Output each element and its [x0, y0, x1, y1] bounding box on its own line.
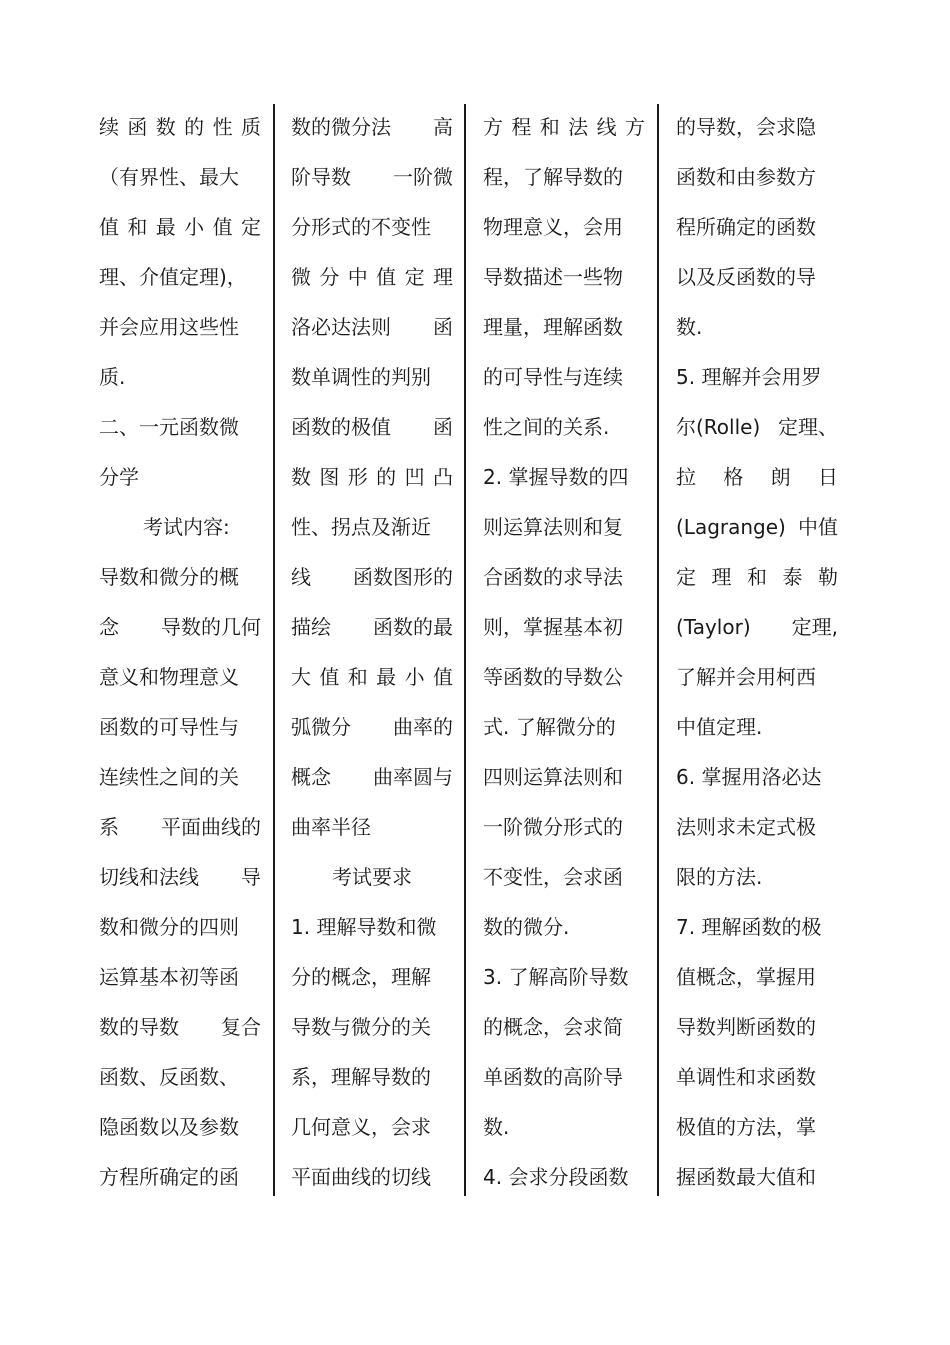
text-token: 值概念，掌握用	[676, 965, 816, 989]
text-token: 洛必达法则	[291, 315, 391, 339]
text-line	[483, 502, 645, 552]
text-line	[483, 952, 645, 1002]
text-token: (Lagrange)	[676, 515, 786, 539]
text-token: 勒	[818, 565, 838, 589]
text-line	[291, 652, 453, 702]
text-token: 的导数，会求隐	[676, 115, 816, 139]
text-line	[676, 902, 838, 952]
text-token: 握函数最大值和	[676, 1165, 816, 1189]
text-token: 理	[432, 265, 453, 289]
text-token: 值	[212, 215, 233, 239]
text-token: 导	[241, 865, 261, 889]
text-token: 7. 理解函数的极	[676, 915, 822, 939]
text-token: 并会应用这些性	[99, 315, 239, 339]
text-line	[483, 702, 645, 752]
text-token: (Taylor)	[676, 615, 751, 639]
text-token: 格	[723, 465, 744, 489]
text-line	[483, 352, 645, 402]
text-token: 性	[212, 115, 233, 139]
text-token: 质.	[99, 365, 126, 389]
text-token: 最	[155, 215, 176, 239]
text-line	[99, 302, 261, 352]
text-token: 定	[676, 565, 696, 589]
text-token: 分	[319, 265, 340, 289]
text-token: 数.	[676, 315, 703, 339]
column-divider	[657, 104, 659, 1196]
text-column-2	[291, 102, 453, 1202]
text-line	[483, 102, 645, 152]
text-token: 形	[347, 465, 368, 489]
text-token: 值	[432, 665, 453, 689]
text-token: 四则运算法则和	[483, 765, 623, 789]
text-token: 最	[376, 665, 397, 689]
text-token: 概念	[291, 765, 331, 789]
text-line	[291, 1152, 453, 1202]
text-token: 二、一元函数微	[99, 415, 239, 439]
text-token: 描绘	[291, 615, 331, 639]
text-token: 法则求未定式极	[676, 815, 816, 839]
text-token: 微	[291, 265, 311, 289]
text-token: 复合	[221, 1015, 261, 1039]
text-token: 不变性，会求函	[483, 865, 623, 889]
text-token: 值	[319, 665, 340, 689]
text-line	[483, 802, 645, 852]
text-line	[291, 452, 453, 502]
text-line	[676, 702, 838, 752]
text-line	[291, 852, 453, 902]
text-line	[483, 252, 645, 302]
text-token: 方	[483, 115, 503, 139]
text-line	[99, 802, 261, 852]
text-token: 值	[99, 215, 119, 239]
text-token: 考试要求	[332, 865, 412, 889]
text-line	[483, 1052, 645, 1102]
text-token: 方程所确定的函	[99, 1165, 239, 1189]
text-token: 的可导性与连续	[483, 365, 623, 389]
text-line	[291, 752, 453, 802]
text-line	[99, 202, 261, 252]
text-token: 性之间的关系.	[483, 415, 610, 439]
text-token: 中值定理.	[676, 715, 763, 739]
text-token: 3. 了解高阶导数	[483, 965, 629, 989]
text-token: 分学	[99, 465, 139, 489]
text-token: 程，了解导数的	[483, 165, 623, 189]
text-token: 函	[433, 415, 453, 439]
text-token: 续	[99, 115, 119, 139]
text-token: 考试内容:	[143, 515, 230, 539]
text-line	[483, 552, 645, 602]
text-line	[676, 202, 838, 252]
text-token: 拉	[676, 465, 696, 489]
text-token: 隐函数以及参数	[99, 1115, 239, 1139]
text-token: 5. 理解并会用罗	[676, 365, 822, 389]
text-token: 函数的极值	[291, 415, 391, 439]
text-token: 念	[99, 615, 119, 639]
text-token: 线	[596, 115, 617, 139]
text-line	[483, 202, 645, 252]
text-token: 导数描述一些物	[483, 265, 623, 289]
text-token: 一阶微分形式的	[483, 815, 623, 839]
text-token: 数	[291, 465, 311, 489]
text-token: 导数与微分的关	[291, 1015, 431, 1039]
text-line	[99, 402, 261, 452]
text-token: 理、介值定理)，	[99, 265, 247, 289]
text-token: 和	[747, 565, 767, 589]
text-token: 数单调性的判别	[291, 365, 431, 389]
text-token: 线	[291, 565, 311, 589]
text-token: 式. 了解微分的	[483, 715, 616, 739]
text-token: 理	[711, 565, 732, 589]
text-line	[676, 352, 838, 402]
text-line	[99, 1052, 261, 1102]
text-token: 高	[433, 115, 453, 139]
text-token: 的	[184, 115, 205, 139]
text-token: 数的微分.	[483, 915, 570, 939]
text-line	[291, 602, 453, 652]
text-line	[676, 302, 838, 352]
text-token: 导数和微分的概	[99, 565, 239, 589]
text-token: 图	[319, 465, 340, 489]
text-token: 则运算法则和复	[483, 515, 623, 539]
text-token: 质	[240, 115, 261, 139]
text-token: 和	[539, 115, 560, 139]
text-token: 运算基本初等函	[99, 965, 239, 989]
text-column-1	[99, 102, 261, 1202]
text-line	[291, 952, 453, 1002]
text-line	[291, 402, 453, 452]
text-token: 的	[376, 465, 397, 489]
text-token: 函	[433, 315, 453, 339]
text-token: 阶导数	[291, 165, 351, 189]
text-line	[483, 452, 645, 502]
text-token: 值	[376, 265, 397, 289]
text-line	[676, 102, 838, 152]
text-token: 以及反函数的导	[676, 265, 816, 289]
column-divider	[464, 104, 466, 1196]
text-line	[483, 1102, 645, 1152]
text-column-3	[483, 102, 645, 1202]
text-token: 极值的方法，掌	[676, 1115, 816, 1139]
text-token: 意义和物理意义	[99, 665, 239, 689]
text-line	[676, 752, 838, 802]
text-token: 导数的几何	[161, 615, 261, 639]
text-line	[291, 802, 453, 852]
text-line	[291, 902, 453, 952]
text-line	[291, 1002, 453, 1052]
text-token: 合函数的求导法	[483, 565, 623, 589]
text-token: 限的方法.	[676, 865, 763, 889]
text-token: 数和微分的四则	[99, 915, 239, 939]
text-token: 朗	[770, 465, 791, 489]
text-token: 程所确定的函数	[676, 215, 816, 239]
text-line	[483, 652, 645, 702]
text-line	[676, 952, 838, 1002]
text-token: 1. 理解导数和微	[291, 915, 437, 939]
text-line	[483, 402, 645, 452]
text-line	[483, 302, 645, 352]
text-line	[676, 602, 838, 652]
text-line	[676, 1002, 838, 1052]
text-token: 单函数的高阶导	[483, 1065, 623, 1089]
text-line	[291, 202, 453, 252]
text-token: 大	[291, 665, 311, 689]
text-line	[99, 652, 261, 702]
text-line	[483, 852, 645, 902]
text-line	[291, 102, 453, 152]
text-token: 定	[240, 215, 261, 239]
text-line	[291, 252, 453, 302]
text-line	[676, 402, 838, 452]
text-token: 单调性和求函数	[676, 1065, 816, 1089]
text-column-4	[676, 102, 838, 1202]
text-token: 凸	[432, 465, 453, 489]
text-line	[676, 1102, 838, 1152]
text-token: 连续性之间的关	[99, 765, 239, 789]
text-token: 分形式的不变性	[291, 215, 431, 239]
text-line	[99, 602, 261, 652]
text-token: 性、拐点及渐近	[291, 515, 431, 539]
text-token: 数	[155, 115, 176, 139]
text-token: 系，理解导数的	[291, 1065, 431, 1089]
text-line	[483, 1152, 645, 1202]
text-token: 等函数的导数公	[483, 665, 623, 689]
text-token: 法	[568, 115, 589, 139]
text-line	[291, 1102, 453, 1152]
text-token: 小	[184, 215, 205, 239]
text-line	[676, 1152, 838, 1202]
text-token: 一阶微	[393, 165, 453, 189]
text-line	[99, 852, 261, 902]
text-token: （有界性、最大	[99, 165, 239, 189]
text-token: 泰	[782, 565, 803, 589]
text-line	[291, 702, 453, 752]
text-line	[676, 502, 838, 552]
text-token: 平面曲线的	[161, 815, 261, 839]
text-token: 方	[624, 115, 645, 139]
text-line	[291, 352, 453, 402]
text-token: 曲率圆与	[373, 765, 453, 789]
text-line	[676, 152, 838, 202]
text-line	[676, 552, 838, 602]
text-token: 函数和由参数方	[676, 165, 816, 189]
text-token: 4. 会求分段函数	[483, 1165, 629, 1189]
text-token: 弧微分	[291, 715, 351, 739]
text-token: 中	[347, 265, 368, 289]
text-line	[99, 352, 261, 402]
text-line	[99, 1002, 261, 1052]
text-line	[676, 252, 838, 302]
text-line	[483, 152, 645, 202]
text-line	[99, 752, 261, 802]
text-token: 定理,	[791, 615, 838, 639]
text-line	[99, 952, 261, 1002]
text-line	[99, 552, 261, 602]
text-line	[99, 452, 261, 502]
text-token: 小	[404, 665, 425, 689]
column-divider	[273, 104, 275, 1196]
text-token: 数的导数	[99, 1015, 179, 1039]
text-line	[483, 902, 645, 952]
text-token: 函数的最	[373, 615, 453, 639]
text-line	[676, 652, 838, 702]
text-token: 定理、	[778, 415, 838, 439]
text-line	[99, 1102, 261, 1152]
text-line	[291, 1052, 453, 1102]
text-token: 系	[99, 815, 119, 839]
text-token: 导数判断函数的	[676, 1015, 816, 1039]
text-token: 曲率半径	[291, 815, 371, 839]
text-token: 和	[347, 665, 368, 689]
text-token: 定	[404, 265, 425, 289]
text-token: 理量，理解函数	[483, 315, 623, 339]
text-line	[99, 702, 261, 752]
text-line	[99, 102, 261, 152]
text-token: 凹	[404, 465, 425, 489]
text-line	[99, 502, 261, 552]
text-line	[99, 1152, 261, 1202]
text-token: 程	[511, 115, 532, 139]
text-token: 日	[817, 465, 838, 489]
text-token: 几何意义，会求	[291, 1115, 431, 1139]
text-token: 2. 掌握导数的四	[483, 465, 629, 489]
text-token: 函数图形的	[353, 565, 453, 589]
text-token: 分的概念，理解	[291, 965, 431, 989]
text-line	[483, 1002, 645, 1052]
text-token: 函数、反函数、	[99, 1065, 239, 1089]
text-line	[676, 852, 838, 902]
text-token: 数.	[483, 1115, 510, 1139]
text-line	[483, 752, 645, 802]
text-line	[291, 552, 453, 602]
text-line	[676, 1052, 838, 1102]
text-line	[291, 302, 453, 352]
text-token: 物理意义，会用	[483, 215, 623, 239]
text-line	[291, 152, 453, 202]
text-token: 尔(Rolle)	[676, 415, 761, 439]
text-line	[676, 452, 838, 502]
text-token: 则，掌握基本初	[483, 615, 623, 639]
text-line	[99, 152, 261, 202]
text-token: 和	[127, 215, 148, 239]
text-line	[483, 602, 645, 652]
text-line	[99, 252, 261, 302]
text-token: 函数的可导性与	[99, 715, 239, 739]
text-token: 数的微分法	[291, 115, 391, 139]
text-line	[291, 502, 453, 552]
text-token: 函	[127, 115, 148, 139]
text-token: 曲率的	[393, 715, 453, 739]
text-token: 中值	[798, 515, 838, 539]
text-line	[676, 802, 838, 852]
text-token: 平面曲线的切线	[291, 1165, 431, 1189]
text-token: 6. 掌握用洛必达	[676, 765, 822, 789]
text-token: 了解并会用柯西	[676, 665, 816, 689]
text-token: 切线和法线	[99, 865, 199, 889]
text-token: 的概念，会求简	[483, 1015, 623, 1039]
text-line	[99, 902, 261, 952]
